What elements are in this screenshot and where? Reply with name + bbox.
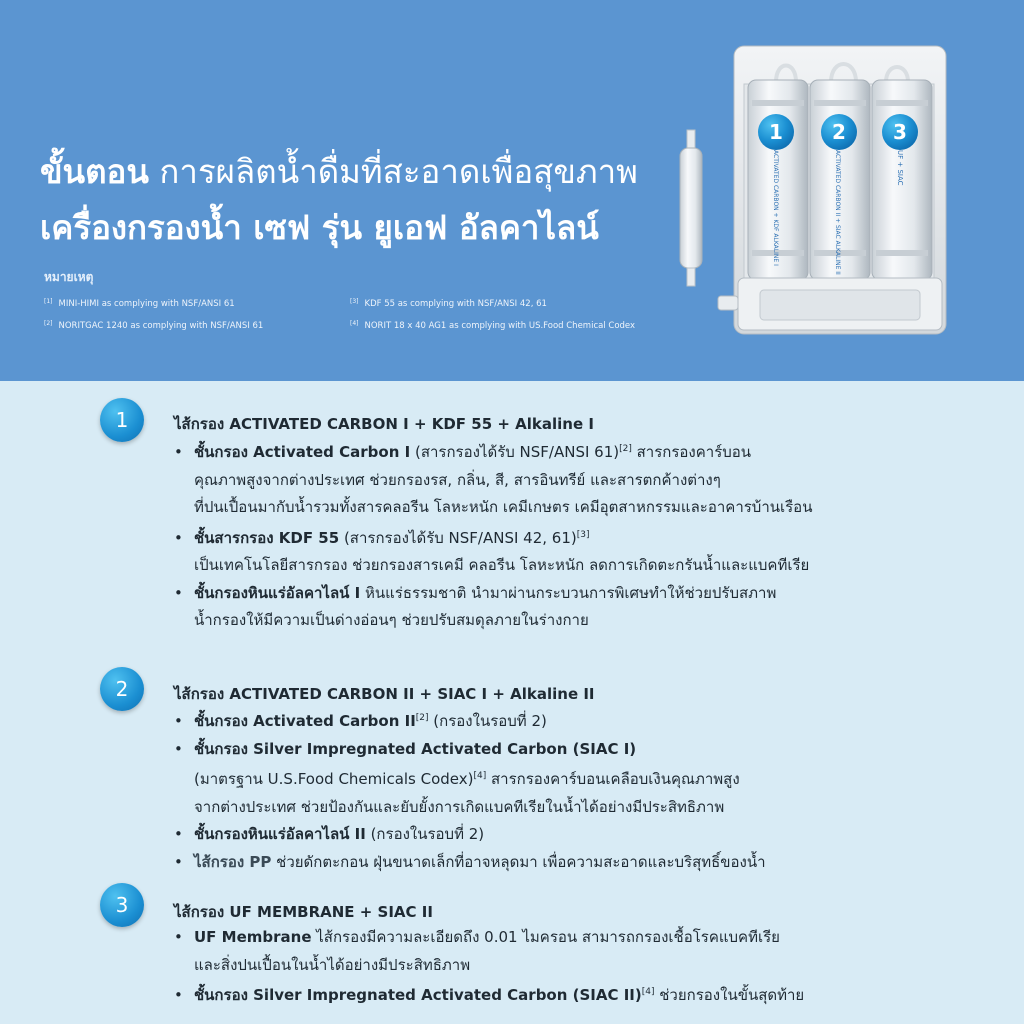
svg-text:3: 3 bbox=[893, 120, 907, 144]
step-2-badge: 2 bbox=[100, 667, 144, 711]
product-name: เครื่องกรองน้ำ เซฟ รุ่น ยูเอฟ อัลคาไลน์ bbox=[40, 208, 599, 247]
step-1-title: ไส้กรอง ACTIVATED CARBON I + KDF 55 + Alkaline I bbox=[174, 415, 594, 433]
svg-text:1: 1 bbox=[769, 120, 783, 144]
list-item: คุณภาพสูงจากต่างประเทศ ช่วยกรองรส, กลิ่น, สี, สารอินทรีย์ และสารตกค้างต่างๆ bbox=[194, 470, 721, 489]
cartridge-3-label: UF + SIAC bbox=[896, 150, 904, 186]
step-3-title: ไส้กรอง UF MEMBRANE + SIAC II bbox=[174, 903, 433, 921]
badge-3 bbox=[882, 114, 918, 150]
reference-4: [4] NORIT 18 x 40 AG1 as complying with US.Food Chemical Codex bbox=[350, 320, 636, 331]
step-3-badge: 3 bbox=[100, 883, 144, 927]
step-2-details bbox=[174, 705, 914, 876]
list-item: • ชั้นกรองหินแร่อัลคาไลน์ II (กรองในรอบที่ 2) bbox=[174, 825, 485, 843]
list-item: • ไส้กรอง PP ช่วยดักตะกอน ฝุ่นขนาดเล็กที่อาจหลุดมา เพื่อความสะอาดและบริสุทธิ์ของน้ำ bbox=[174, 852, 766, 871]
list-item: และสิ่งปนเปื้อนในน้ำได้อย่างมีประสิทธิภาพ bbox=[194, 955, 471, 974]
cartridge-1-label: ACTIVATED CARBON + KDF ALKALINE I bbox=[772, 150, 779, 266]
list-item: (มาตรฐาน U.S.Food Chemicals Codex)[4] สารกรองคาร์บอนเคลือบเงินคุณภาพสูง bbox=[194, 770, 740, 788]
reference-3: [3] KDF 55 as complying with NSF/ANSI 42, 61 bbox=[350, 298, 547, 309]
list-item: น้ำกรองให้มีความเป็นด่างอ่อนๆ ช่วยปรับสมดุลภายในร่างกาย bbox=[194, 611, 589, 629]
list-item: • ชั้นกรอง Activated Carbon II[2] (กรองในรอบที่ 2) bbox=[174, 712, 547, 730]
water-filter-product-image bbox=[676, 40, 956, 365]
list-item: • ชั้นกรอง Silver Impregnated Activated Carbon (SIAC I) bbox=[174, 739, 637, 758]
list-item: จากต่างประเทศ ช่วยป้องกันและยับยั้งการเกิดแบคทีเรียในน้ำได้อย่างมีประสิทธิภาพ bbox=[194, 797, 725, 816]
reference-2: [2] NORITGAC 1240 as complying with NSF/ANSI 61 bbox=[44, 320, 264, 331]
badge-2 bbox=[821, 114, 857, 150]
step-1-details bbox=[174, 436, 914, 635]
inline-prefilter-icon bbox=[680, 130, 702, 286]
list-item: • ชั้นกรอง Activated Carbon I (สารกรองได้รับ NSF/ANSI 61)[2] สารกรองคาร์บอน bbox=[174, 443, 752, 461]
step-1-badge: 1 bbox=[100, 398, 144, 442]
title-rest: การผลิตน้ำดื่มที่สะอาดเพื่อสุขภาพ bbox=[148, 152, 638, 191]
page-title bbox=[40, 144, 638, 256]
step-3-details bbox=[174, 924, 914, 1010]
reference-1: [1] MINI-HIMI as complying with NSF/ANSI 61 bbox=[44, 298, 235, 309]
badge-1 bbox=[758, 114, 794, 150]
list-item: • ชั้นกรอง Silver Impregnated Activated Carbon (SIAC II)[4] ช่วยกรองในขั้นสุดท้าย bbox=[174, 986, 805, 1004]
hero-banner bbox=[0, 0, 1024, 381]
list-item: เป็นเทคโนโลยีสารกรอง ช่วยกรองสารเคมี คลอรีน โลหะหนัก ลดการเกิดตะกรันน้ำและแบคทีเรีย bbox=[194, 556, 810, 574]
step-2-title: ไส้กรอง ACTIVATED CARBON II + SIAC I + Alkaline II bbox=[174, 685, 595, 703]
list-item: • UF Membrane ไส้กรองมีความละเอียดถึง 0.01 ไมครอน สามารถกรองเชื้อโรคแบคทีเรีย bbox=[174, 928, 780, 946]
list-item: ที่ปนเปื้อนมากับน้ำรวมทั้งสารคลอรีน โลหะหนัก เคมีเกษตร เคมีอุตสาหกรรมและอาคารบ้านเรือน bbox=[194, 498, 813, 516]
list-item: • ชั้นกรองหินแร่อัลคาไลน์ I หินแร่ธรรมชาติ นำมาผ่านกระบวนการพิเศษทำให้ช่วยปรับสภาพ bbox=[174, 583, 777, 602]
title-bold: ขั้นตอน bbox=[40, 152, 149, 191]
cartridge-2-label: ACTIVATED CARBON II + SIAC ALKALINE II bbox=[834, 150, 841, 275]
remarks-heading: หมายเหตุ bbox=[44, 270, 94, 284]
list-item: • ชั้นสารกรอง KDF 55 (สารกรองได้รับ NSF/ANSI 42, 61)[3] bbox=[174, 528, 590, 547]
svg-text:2: 2 bbox=[832, 120, 846, 144]
